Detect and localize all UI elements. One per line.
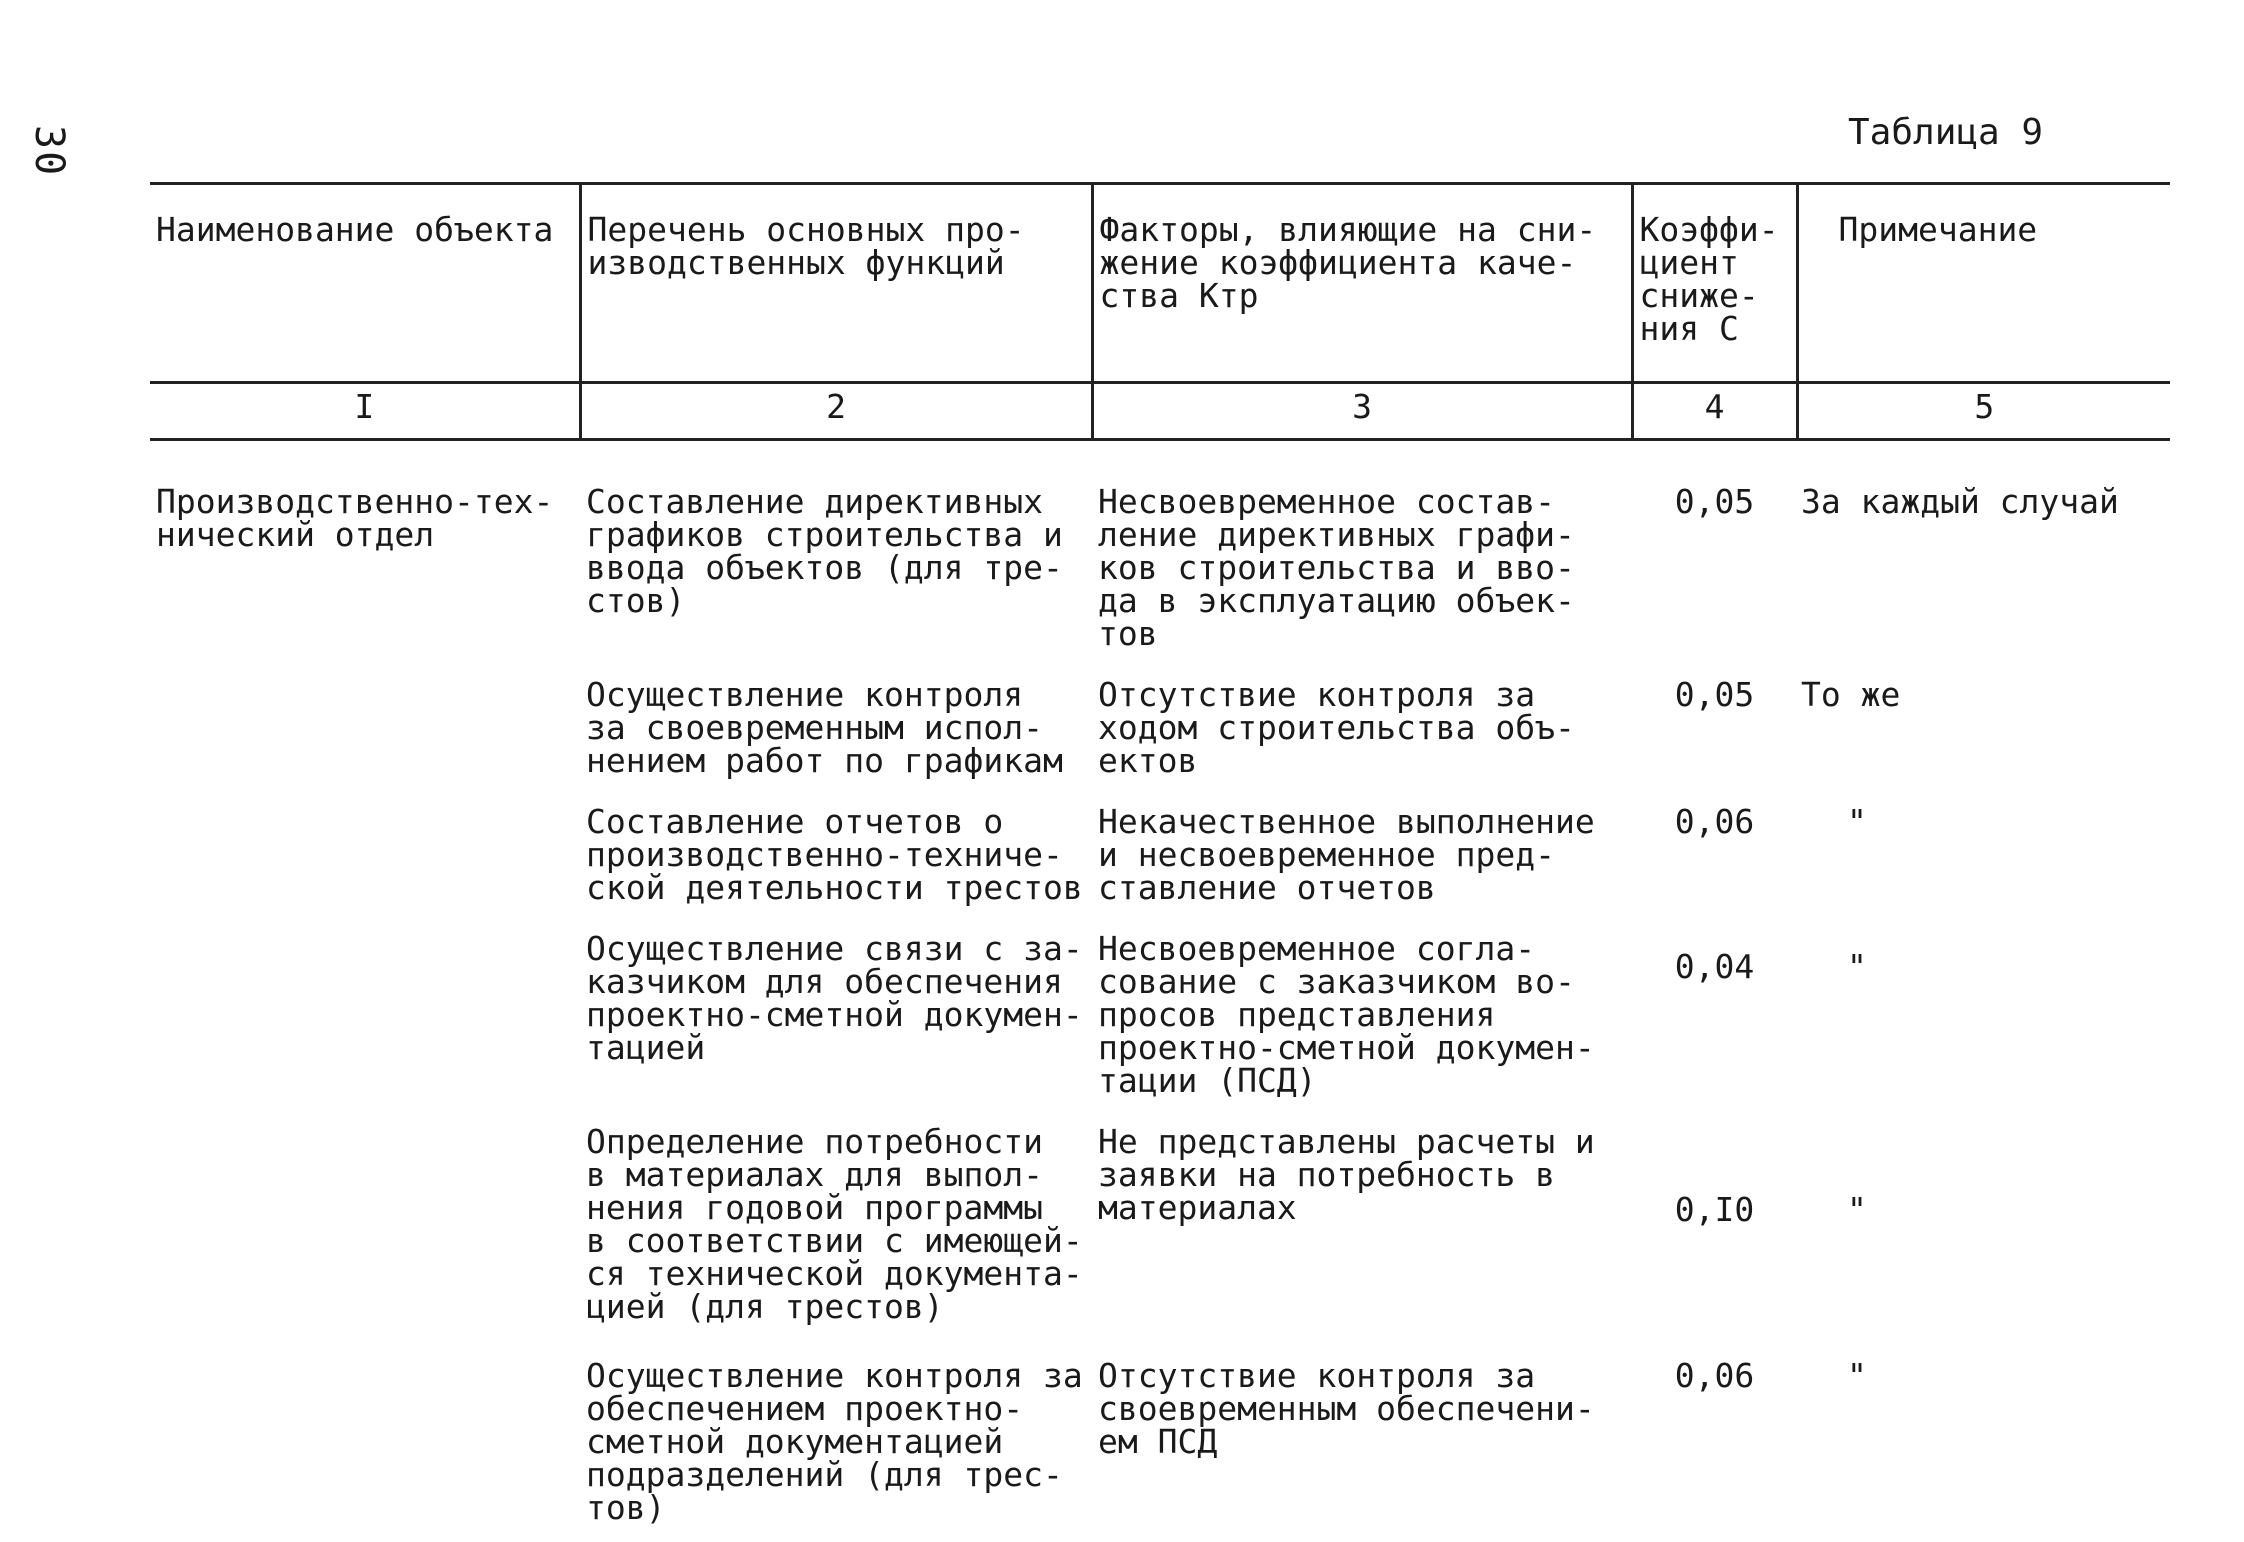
coefficient-cell: 0,05 bbox=[1674, 675, 1755, 714]
coefficient-cell: 0,06 bbox=[1674, 1356, 1755, 1395]
column-number: 4 bbox=[1632, 383, 1797, 440]
function-cell: Определение потребности в материалах для выпол- нения годовой программы в соответствии с имеющей- ся технической документа- цией (для трестов) bbox=[586, 1122, 1083, 1326]
function-cell: Осуществление контроля за обеспечением проектно- сметной документацией подразделений (для трес- тов) bbox=[586, 1356, 1083, 1527]
function-cell: Составление отчетов о производственно-техниче- ской деятельности трестов bbox=[586, 802, 1083, 907]
column-number: I bbox=[150, 383, 580, 440]
header-object-name: Наименование объекта bbox=[150, 184, 580, 383]
factor-cell: Некачественное выполнение и несвоевременное пред- ставление отчетов bbox=[1098, 802, 1595, 907]
note-cell: То же bbox=[1801, 675, 1901, 714]
table-row bbox=[150, 1115, 2170, 1349]
coefficient-cell: 0,I0 bbox=[1674, 1190, 1755, 1229]
header-functions: Перечень основных про- изводственных функций bbox=[580, 184, 1092, 383]
factor-cell: Несвоевременное согла- сование с заказчиком во- просов представления проектно-сметной докумен- тации (ПСД) bbox=[1098, 929, 1595, 1100]
table-row bbox=[150, 922, 2170, 1115]
column-number: 3 bbox=[1092, 383, 1632, 440]
object-name-cell bbox=[150, 1349, 580, 1542]
note-cell: За каждый случай bbox=[1801, 482, 2119, 521]
column-number: 5 bbox=[1797, 383, 2170, 440]
object-name-cell bbox=[150, 1115, 580, 1349]
factor-cell: Несвоевременное состав- ление директивных графи- ков строительства и вво- да в эксплуатацию объек- тов bbox=[1098, 482, 1575, 653]
coefficient-cell: 0,05 bbox=[1674, 482, 1755, 521]
column-number: 2 bbox=[580, 383, 1092, 440]
table-row bbox=[150, 668, 2170, 795]
note-cell: " bbox=[1847, 802, 1867, 841]
factor-cell: Не представлены расчеты и заявки на потребность в материалах bbox=[1098, 1122, 1595, 1227]
header-factors: Факторы, влияющие на сни- жение коэффициента каче- ства Ктр bbox=[1092, 184, 1632, 383]
note-cell: " bbox=[1847, 1190, 1867, 1229]
header-note: Примечание bbox=[1797, 184, 2170, 383]
function-cell: Осуществление контроля за своевременным испол- нением работ по графикам bbox=[586, 675, 1063, 780]
table-label: Таблица 9 bbox=[1848, 112, 2044, 153]
object-name-cell bbox=[150, 668, 580, 795]
object-name-cell bbox=[150, 795, 580, 922]
coefficient-table bbox=[150, 182, 2170, 1542]
table-container bbox=[150, 182, 2170, 1542]
function-cell: Составление директивных графиков строительства и ввода объектов (для тре- стов) bbox=[586, 482, 1063, 620]
table-row bbox=[150, 440, 2170, 669]
coefficient-cell: 0,04 bbox=[1674, 947, 1755, 986]
factor-cell: Отсутствие контроля за своевременным обеспечени- ем ПСД bbox=[1098, 1356, 1595, 1461]
factor-cell: Отсутствие контроля за ходом строительства объ- ектов bbox=[1098, 675, 1575, 780]
header-row bbox=[150, 184, 2170, 383]
table-row bbox=[150, 795, 2170, 922]
function-cell: Осуществление связи с за- казчиком для обеспечения проектно-сметной докумен- тацией bbox=[586, 929, 1083, 1067]
note-cell: " bbox=[1847, 1356, 1867, 1395]
coefficient-cell: 0,06 bbox=[1674, 802, 1755, 841]
table-row bbox=[150, 1349, 2170, 1542]
header-coefficient: Коэффи- циент сниже- ния С bbox=[1632, 184, 1797, 383]
object-name-cell: Производственно-тех- нический отдел bbox=[156, 482, 554, 554]
page-number: 30 bbox=[26, 125, 72, 178]
column-number-row bbox=[150, 383, 2170, 440]
note-cell: " bbox=[1847, 947, 1867, 986]
object-name-cell bbox=[150, 922, 580, 1115]
